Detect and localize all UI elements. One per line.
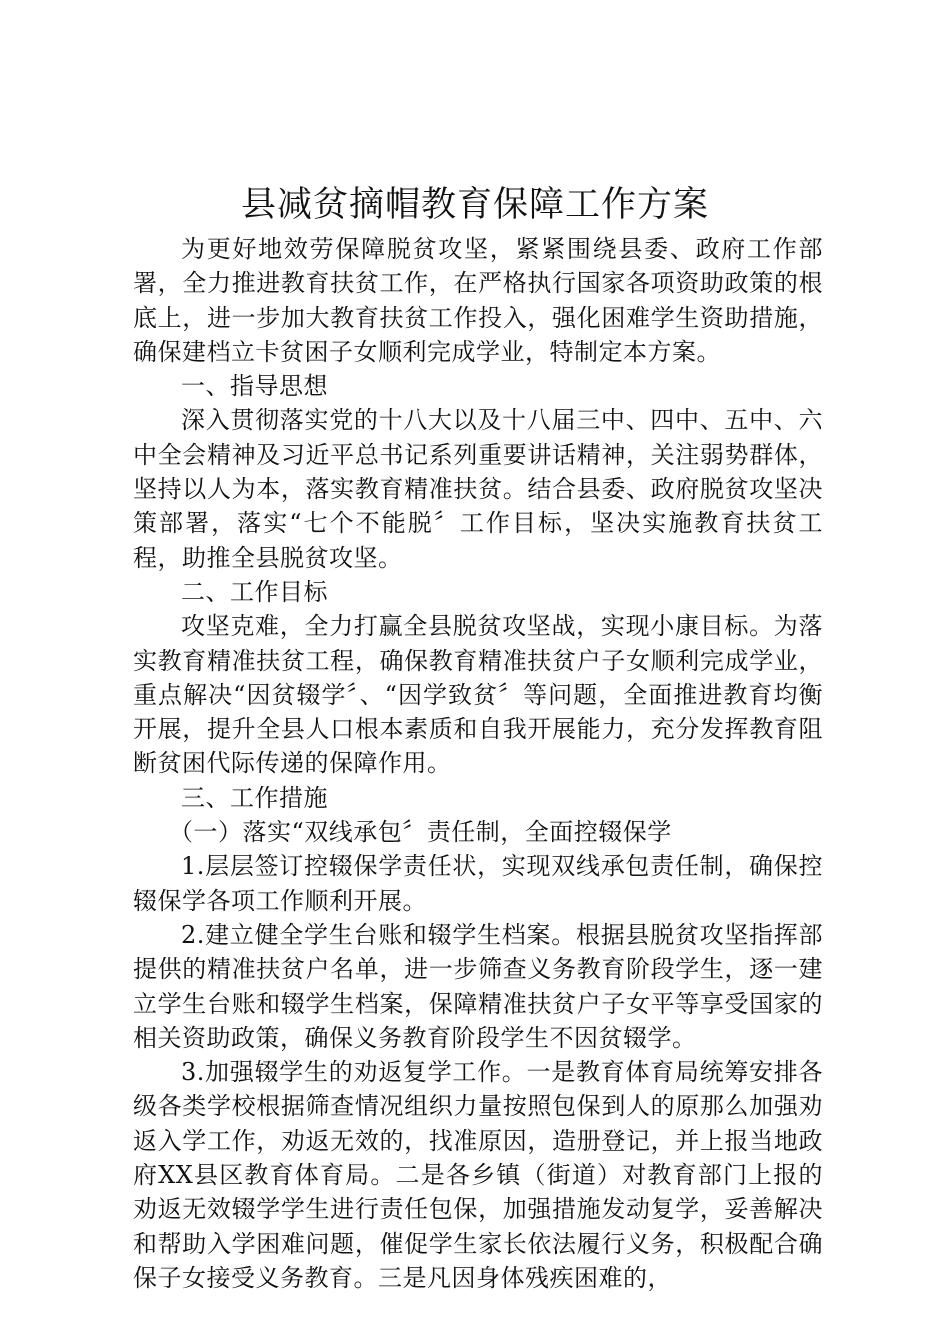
measure-item-1: 1.层层签订控辍保学责任状，实现双线承包责任制，确保控辍保学各项工作顺利开展。	[133, 852, 823, 915]
section-heading-work-measures: 三、工作措施	[181, 783, 328, 812]
subsection-heading-dual-contract: （一）落实“双线承包〞责任制，全面控辍保学	[169, 818, 672, 847]
document-title: 县减贫摘帽教育保障工作方案	[240, 185, 709, 225]
measure-item-2: 2.建立健全学生台账和辍学生档案。根据县脱贫攻坚指挥部提供的精准扶贫户名单，进一步筛查义务教育阶段学生，逐一建立学生台账和辍学生档案，保障精准扶贫户子女平等享受国家的相关资助政策，确保义务教育阶段学生不因贫辍学。	[133, 920, 823, 1052]
work-goals-paragraph: 攻坚克难，全力打赢全县脱贫攻坚战，实现小康目标。为落实教育精准扶贫工程，确保教育精准扶贫户子女顺利完成学业，重点解决“因贫辍学〞、“因学致贫〞等问题，全面推进教育均衡开展，提升全县人口根本素质和自我开展能力，充分发挥教育阻断贫困代际传递的保障作用。	[133, 612, 823, 778]
document-body	[133, 232, 823, 1295]
guiding-ideology-paragraph: 深入贯彻落实党的十八大以及十八届三中、四中、五中、六中全会精神及习近平总书记系列重要讲话精神，关注弱势群体，坚持以人为本，落实教育精准扶贫。结合县委、政府脱贫攻坚决策部署，落实“七个不能脱〞工作目标，坚决实施教育扶贫工程，助推全县脱贫攻坚。	[133, 406, 823, 572]
measure-item-3: 3.加强辍学生的劝返复学工作。一是教育体育局统筹安排各级各类学校根据筛查情况组织力量按照包保到人的原那么加强劝返入学工作，劝返无效的，找准原因，造册登记，并上报当地政府XX县区教育体育局。二是各乡镇（街道）对教育部门上报的劝返无效辍学学生进行责任包保，加强措施发动复学，妥善解决和帮助入学困难问题，催促学生家长依法履行义务，积极配合确保子女接受义务教育。三是凡因身体残疾困难的，	[133, 1058, 823, 1292]
section-heading-guiding-ideology: 一、指导思想	[181, 372, 328, 401]
section-heading-work-goals: 二、工作目标	[181, 577, 328, 606]
intro-paragraph: 为更好地效劳保障脱贫攻坚，紧紧围绕县委、政府工作部署，全力推进教育扶贫工作，在严格执行国家各项资助政策的根底上，进一步加大教育扶贫工作投入，强化困难学生资助措施，确保建档立卡贫困子女顺利完成学业，特制定本方案。	[133, 235, 823, 366]
